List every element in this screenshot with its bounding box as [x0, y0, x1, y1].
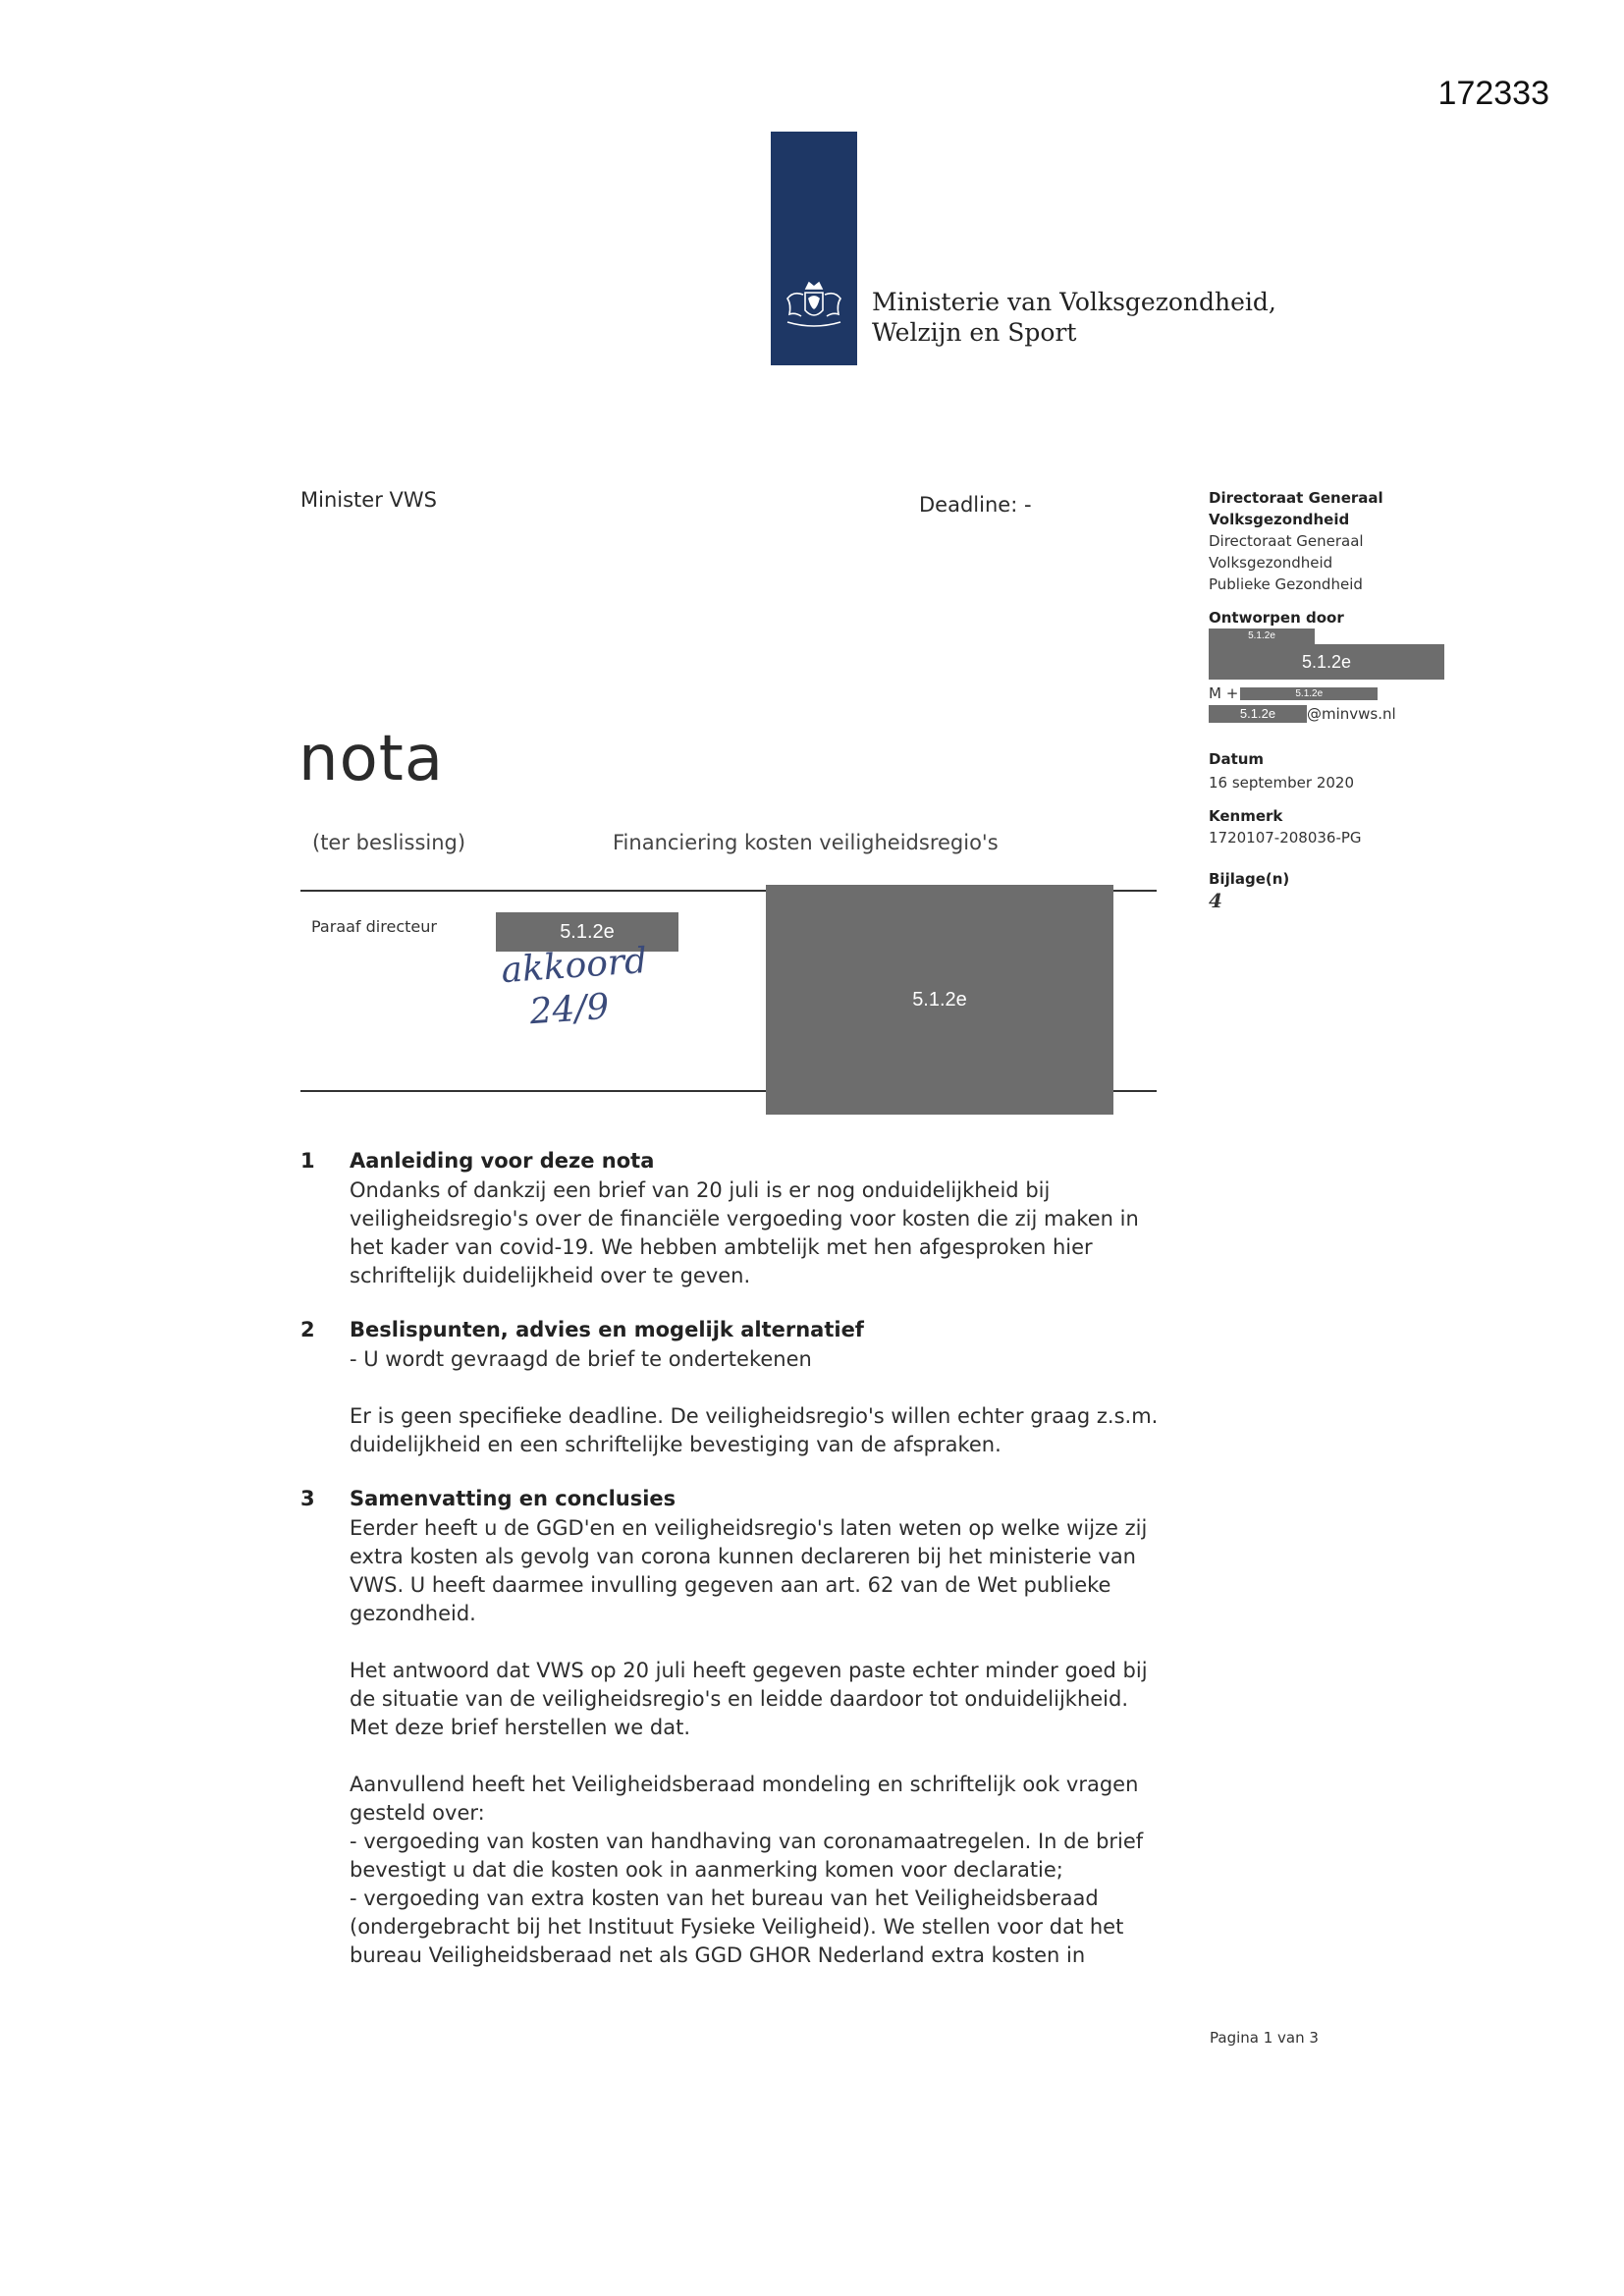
document-title: nota [298, 723, 445, 795]
document-subject: Financiering kosten veiligheidsregio's [613, 831, 999, 854]
designed-by-label: Ontworpen door [1209, 609, 1344, 627]
large-redaction: 5.1.2e [766, 885, 1113, 1115]
text-line: bevestigt u dat die kosten ook in aanmerking komen voor declaratie; [350, 1858, 1063, 1882]
text-line: Het antwoord dat VWS op 20 juli heeft gegeven paste echter minder goed bij [350, 1659, 1148, 1682]
text-line: schriftelijk duidelijkheid over te geven. [350, 1264, 751, 1287]
text-line: Aanvullend heeft het Veiligheidsberaad mondeling en schriftelijk ook vragen [350, 1773, 1139, 1796]
text-line: duidelijkheid en een schriftelijke bevestiging van de afspraken. [350, 1433, 1001, 1456]
text-line: Er is geen specifieke deadline. De veiligheidsregio's willen echter graag z.s.m. [350, 1404, 1159, 1428]
section-title: Samenvatting en conclusies [350, 1487, 677, 1510]
text-line: extra kosten als gevolg van corona kunnen declareren bij het ministerie van [350, 1545, 1136, 1568]
section-body [350, 1345, 1194, 1459]
handwritten-line-1: akkoord [500, 940, 649, 992]
text-line: gesteld over: [350, 1801, 485, 1825]
section-number: 2 [300, 1318, 315, 1341]
attachments-value: 4 [1209, 889, 1222, 912]
redaction-block: 5.1.2e [1209, 705, 1307, 723]
date-label: Datum [1209, 750, 1265, 768]
page-number: Pagina 1 van 3 [1210, 2029, 1319, 2047]
text-line: - vergoeding van extra kosten van het bureau van het Veiligheidsberaad [350, 1886, 1099, 1910]
document-number: 172333 [1437, 75, 1549, 112]
text-line: Met deze brief herstellen we dat. [350, 1716, 691, 1739]
sidebar-metadata [1209, 487, 1493, 911]
date-value: 16 september 2020 [1209, 774, 1355, 792]
section-title: Aanleiding voor deze nota [350, 1149, 655, 1173]
mobile-line [1209, 683, 1493, 703]
text-line: - vergoeding van kosten van handhaving van coronamaatregelen. In de brief [350, 1830, 1144, 1853]
text-line: VWS. U heeft daarmee invulling gegeven aan art. 62 van de Wet publieke [350, 1573, 1111, 1597]
deadline: Deadline: - [919, 493, 1032, 517]
attachments-label: Bijlage(n) [1209, 870, 1290, 888]
paraaf-redaction: 5.1.2e [496, 912, 678, 952]
ministry-name [872, 287, 1276, 348]
ministry-name-line-1: Ministerie van Volksgezondheid, [872, 288, 1276, 316]
directorate-line-2: Volksgezondheid [1209, 554, 1333, 572]
text-line: veiligheidsregio's over de financiële vergoeding voor kosten die zij maken in [350, 1207, 1139, 1230]
bullet-line: - U wordt gevraagd de brief te ondertekenen [350, 1347, 812, 1371]
redaction-block: 5.1.2e [1209, 644, 1444, 680]
handwritten-approval [500, 940, 651, 1036]
directorate-line-3: Publieke Gezondheid [1209, 575, 1363, 593]
ministry-name-line-2: Welzijn en Sport [872, 318, 1077, 347]
text-line: gezondheid. [350, 1602, 476, 1625]
text-line: bureau Veiligheidsberaad net als GGD GHOR Nederland extra kosten in [350, 1943, 1086, 1967]
section-body [350, 1514, 1194, 1970]
directorate-title-2: Volksgezondheid [1209, 511, 1350, 528]
redaction-block: 5.1.2e [1240, 687, 1378, 700]
redaction-block: 5.1.2e [1209, 629, 1315, 644]
directorate-title-1: Directoraat Generaal [1209, 489, 1383, 507]
text-line: (ondergebracht bij het Instituut Fysieke Veiligheid). We stellen voor dat het [350, 1915, 1124, 1939]
directorate-line-1: Directoraat Generaal [1209, 532, 1364, 550]
email-line [1209, 703, 1493, 725]
text-line: het kader van covid-19. We hebben ambtelijk met hen afgesproken hier [350, 1235, 1093, 1259]
document-type: (ter beslissing) [312, 831, 466, 854]
addressee: Minister VWS [300, 488, 437, 512]
handwritten-line-2: 24/9 [528, 986, 611, 1033]
section-number: 3 [300, 1487, 315, 1510]
email-domain: @minvws.nl [1307, 705, 1396, 723]
text-line: de situatie van de veiligheidsregio's en leidde daardoor tot onduidelijkheid. [350, 1687, 1129, 1711]
coat-of-arms-icon [774, 275, 854, 334]
text-line: Ondanks of dankzij een brief van 20 juli is er nog onduidelijkheid bij [350, 1178, 1051, 1202]
section-number: 1 [300, 1149, 315, 1173]
section-title: Beslispunten, advies en mogelijk alternatief [350, 1318, 864, 1341]
section-body [350, 1176, 1194, 1290]
mobile-prefix: M + [1209, 684, 1239, 702]
reference-value: 1720107-208036-PG [1209, 829, 1362, 847]
text-line: Eerder heeft u de GGD'en en veiligheidsregio's laten weten op welke wijze zij [350, 1516, 1148, 1540]
reference-label: Kenmerk [1209, 807, 1283, 825]
paraaf-label: Paraaf directeur [311, 917, 437, 936]
